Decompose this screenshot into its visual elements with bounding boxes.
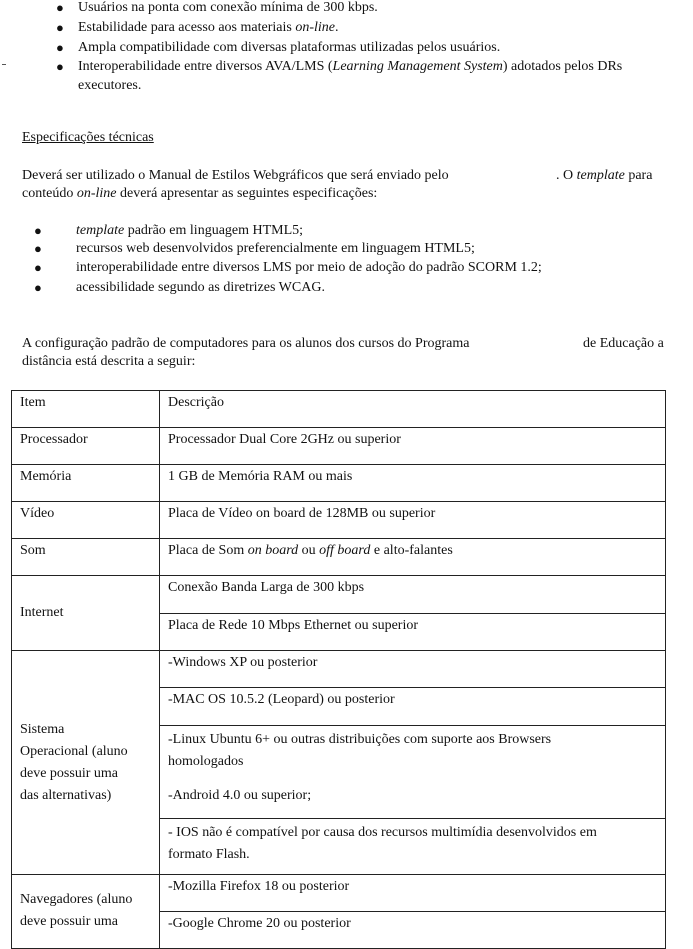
list-item-text: Estabilidade para acesso aos materiais on-line.	[78, 20, 339, 35]
desc-part-italic: on board	[247, 543, 299, 558]
intro-line-1-end: . O template para	[556, 168, 653, 183]
computer-config-table	[11, 390, 666, 949]
item-cell: Processador	[12, 428, 160, 465]
list-item-text: recursos web desenvolvidos preferencialmente em linguagem HTML5;	[76, 241, 475, 256]
table-row	[12, 875, 666, 912]
list-item-text: Interoperabilidade entre diversos AVA/LMS (Learning Management System) adotados pelos DRs	[78, 59, 623, 74]
bullet-icon: ●	[56, 20, 64, 35]
table-row	[12, 502, 666, 539]
desc-part: Placa de Som	[168, 543, 248, 558]
bullet-icon: ●	[34, 260, 42, 275]
desc-cell: -Google Chrome 20 ou posterior	[160, 912, 666, 949]
bullet-icon: ●	[56, 40, 64, 55]
section-title: Especificações técnicas	[22, 130, 154, 145]
bullet-icon: ●	[56, 59, 64, 74]
bullet-icon: ●	[56, 0, 64, 15]
table-row	[12, 539, 666, 576]
desc-cell: -MAC OS 10.5.2 (Leopard) ou posterior	[160, 688, 666, 726]
desc-part-italic: off board	[319, 543, 371, 558]
desc-cell: 1 GB de Memória RAM ou mais	[160, 465, 666, 502]
intro-line-2: conteúdo on-line deverá apresentar as seguintes especificações:	[22, 186, 378, 201]
item-line: Sistema	[20, 721, 65, 737]
desc-line: -Android 4.0 ou superior;	[168, 788, 312, 803]
desc-cell	[160, 819, 666, 875]
item-line: Operacional (aluno	[20, 743, 128, 759]
item-cell: Som	[12, 539, 160, 576]
item-line: Navegadores (aluno	[20, 892, 133, 907]
list-item-text: template padrão em linguagem HTML5;	[76, 223, 304, 238]
item-cell: Internet	[12, 576, 160, 651]
desc-part: ou	[298, 543, 320, 558]
config-line-2: distância está descrita a seguir:	[22, 354, 196, 369]
item-cell	[12, 875, 160, 949]
item-line: das alternativas)	[20, 787, 112, 803]
desc-cell: -Mozilla Firefox 18 ou posterior	[160, 875, 666, 912]
intro-line-1-start: Deverá ser utilizado o Manual de Estilos Webgráficos que será enviado pelo	[22, 168, 449, 183]
table-row	[12, 428, 666, 465]
list-item-text: Usuários na ponta com conexão mínima de 300 kbps.	[78, 0, 378, 15]
item-line: deve possuir uma	[20, 765, 118, 781]
desc-cell: Placa de Rede 10 Mbps Ethernet ou superior	[160, 614, 666, 651]
table-header-row	[12, 391, 666, 428]
list-item-text: interoperabilidade entre diversos LMS por meio de adoção do padrão SCORM 1.2;	[76, 260, 542, 275]
table-row	[12, 576, 666, 614]
desc-cell	[160, 539, 666, 576]
desc-cell: Placa de Vídeo on board de 128MB ou superior	[160, 502, 666, 539]
header-item: Item	[12, 391, 160, 428]
config-line-1-end: de Educação a	[583, 336, 664, 351]
desc-line: -Linux Ubuntu 6+ ou outras distribuições com suporte aos Browsers	[168, 732, 552, 747]
config-line-1-start: A configuração padrão de computadores para os alunos dos cursos do Programa	[22, 336, 470, 351]
desc-cell: Processador Dual Core 2GHz ou superior	[160, 428, 666, 465]
header-desc: Descrição	[160, 391, 666, 428]
desc-part: e alto-falantes	[370, 543, 453, 558]
bullet-icon: ●	[34, 241, 42, 256]
item-cell: Vídeo	[12, 502, 160, 539]
margin-mark	[2, 64, 6, 65]
list-item-text: executores.	[78, 78, 142, 93]
bullet-icon: ●	[34, 223, 42, 238]
desc-line: formato Flash.	[168, 847, 250, 862]
table-row	[12, 465, 666, 502]
desc-cell: -Windows XP ou posterior	[160, 651, 666, 688]
item-cell	[12, 651, 160, 875]
list-item-text: acessibilidade segundo as diretrizes WCAG.	[76, 280, 325, 295]
item-cell: Memória	[12, 465, 160, 502]
desc-cell: Conexão Banda Larga de 300 kbps	[160, 576, 666, 614]
item-line: deve possuir uma	[20, 914, 118, 929]
table-row	[12, 651, 666, 688]
list-item-text: Ampla compatibilidade com diversas plataformas utilizadas pelos usuários.	[78, 40, 501, 55]
desc-line: - IOS não é compatível por causa dos recursos multimídia desenvolvidos em	[168, 825, 597, 840]
intro-line-1	[22, 167, 449, 185]
bullet-icon: ●	[34, 280, 42, 295]
desc-line: homologados	[168, 754, 244, 769]
desc-cell	[160, 726, 666, 819]
